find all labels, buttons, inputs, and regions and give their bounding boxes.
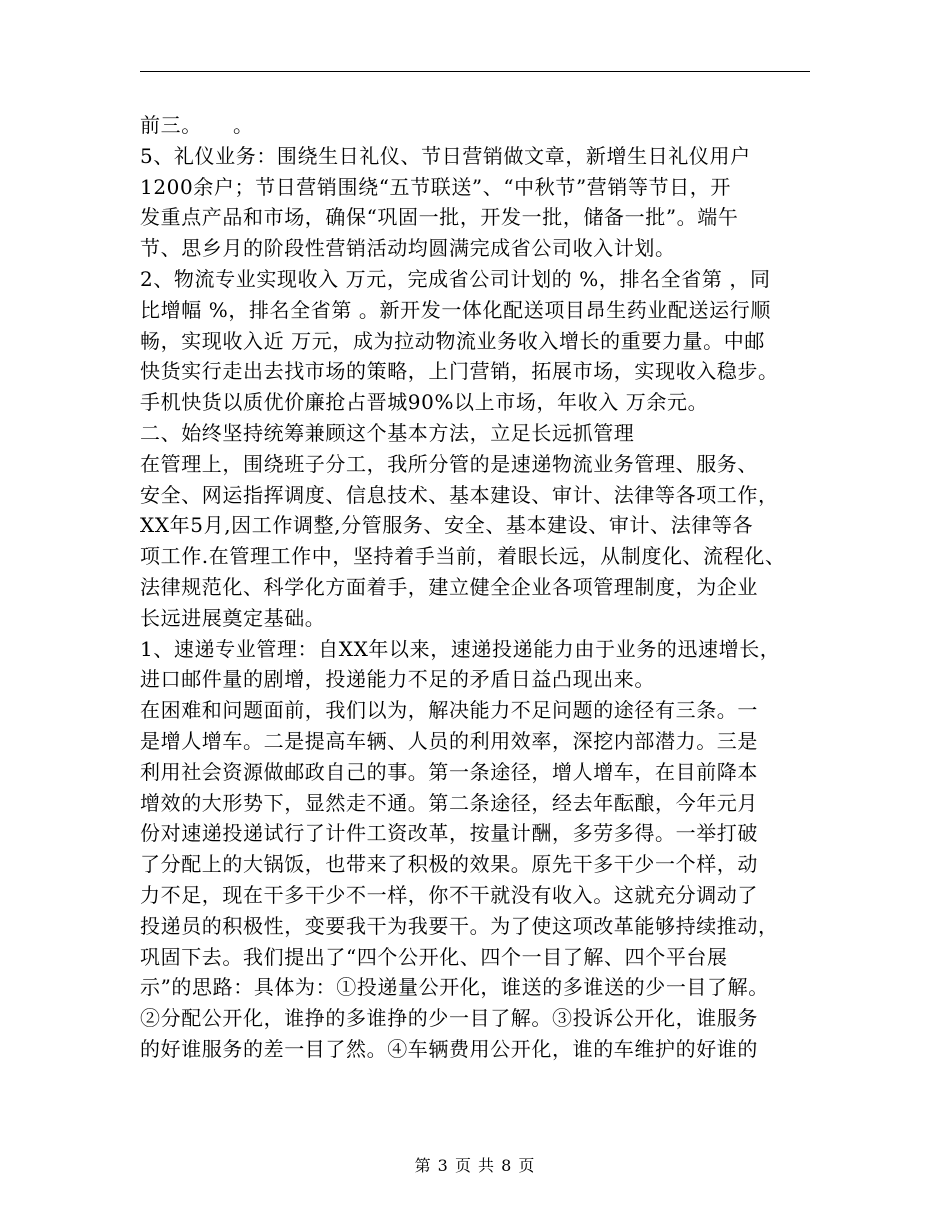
text-line: 了分配上的大锅饭，也带来了积极的效果。原先干多干少一个样，动 <box>140 852 758 877</box>
text-line: 项工作.在管理工作中，坚持着手当前，着眼长远，从制度化、流程化、 <box>140 544 786 569</box>
text-line: 的好谁服务的差一目了然。④车辆费用公开化，谁的车维护的好谁的 <box>140 1036 758 1061</box>
text-line: 手机快货以质优价廉抢占晋城90%以上市场，年收入 万余元。 <box>140 390 709 415</box>
text-line: 1、速递专业管理：自XX年以来，速递投递能力由于业务的迅速增长， <box>140 636 781 661</box>
text-line: 法律规范化、科学化方面着手，建立健全企业各项管理制度，为企业 <box>140 574 758 599</box>
text-line: 巩固下去。我们提出了“四个公开化、四个一目了解、四个平台展 <box>140 944 728 969</box>
text-line: 利用社会资源做邮政自己的事。第一条途径，增人增车，在目前降本 <box>140 759 758 784</box>
text-line: 比增幅 %，排名全省第 。新开发一体化配送项目昂生药业配送运行顺 <box>140 297 771 322</box>
text-line: 增效的大形势下，显然走不通。第二条途径，经去年酝酿，今年元月 <box>140 790 758 815</box>
text-line: 投递员的积极性，变要我干为我要干。为了使这项改革能够持续推动， <box>140 913 779 938</box>
text-line: 力不足，现在干多干少不一样，你不干就没有收入。这就充分调动了 <box>140 882 758 907</box>
page-footer: 第 3 页 共 8 页 <box>414 1156 536 1175</box>
text-line: 长远进展奠定基础。 <box>140 605 326 630</box>
text-line: 畅，实现收入近 万元，成为拉动物流业务收入增长的重要力量。中邮 <box>140 328 765 353</box>
text-line: 发重点产品和市场，确保“巩固一批，开发一批，储备一批”。端午 <box>140 205 739 230</box>
text-line: ②分配公开化，谁挣的多谁挣的少一目了解。③投诉公开化，谁服务 <box>140 1006 758 1031</box>
header-rule <box>140 71 810 72</box>
text-line: 前三。 。 <box>140 113 254 137</box>
text-line: 在困难和问题面前，我们以为，解决能力不足问题的途径有三条。一 <box>140 698 758 723</box>
text-line: 二、始终坚持统筹兼顾这个基本方法，立足长远抓管理 <box>140 420 635 445</box>
text-line: 示”的思路：具体为：①投递量公开化，谁送的多谁送的少一目了解。 <box>140 975 769 1000</box>
text-line: 快货实行走出去找市场的策略，上门营销，拓展市场，实现收入稳步。 <box>140 359 779 384</box>
text-line: XX年5月,因工作调整,分管服务、安全、基本建设、审计、法律等各 <box>140 513 754 538</box>
text-line: 是增人增车。二是提高车辆、人员的利用效率，深挖内部潜力。三是 <box>140 728 758 753</box>
text-line: 在管理上，围绕班子分工，我所分管的是速递物流业务管理、服务、 <box>140 451 758 476</box>
text-line: 5、礼仪业务：围绕生日礼仪、节日营销做文章，新增生日礼仪用户 <box>140 143 751 168</box>
text-line: 份对速递投递试行了计件工资改革，按量计酬，多劳多得。一举打破 <box>140 821 758 846</box>
text-line: 节、思乡月的阶段性营销活动均圆满完成省公司收入计划。 <box>140 236 676 261</box>
text-line: 进口邮件量的剧增，投递能力不足的矛盾日益凸现出来。 <box>140 667 655 692</box>
text-line: 2、物流专业实现收入 万元，完成省公司计划的 %，排名全省第 ，同 <box>140 266 771 291</box>
text-line: 安全、网运指挥调度、信息技术、基本建设、审计、法律等各项工作， <box>140 482 779 507</box>
text-line: 1200余户；节日营销围绕“五节联送”、“中秋节”营销等节日，开 <box>140 174 731 199</box>
document-body <box>140 110 820 1065</box>
